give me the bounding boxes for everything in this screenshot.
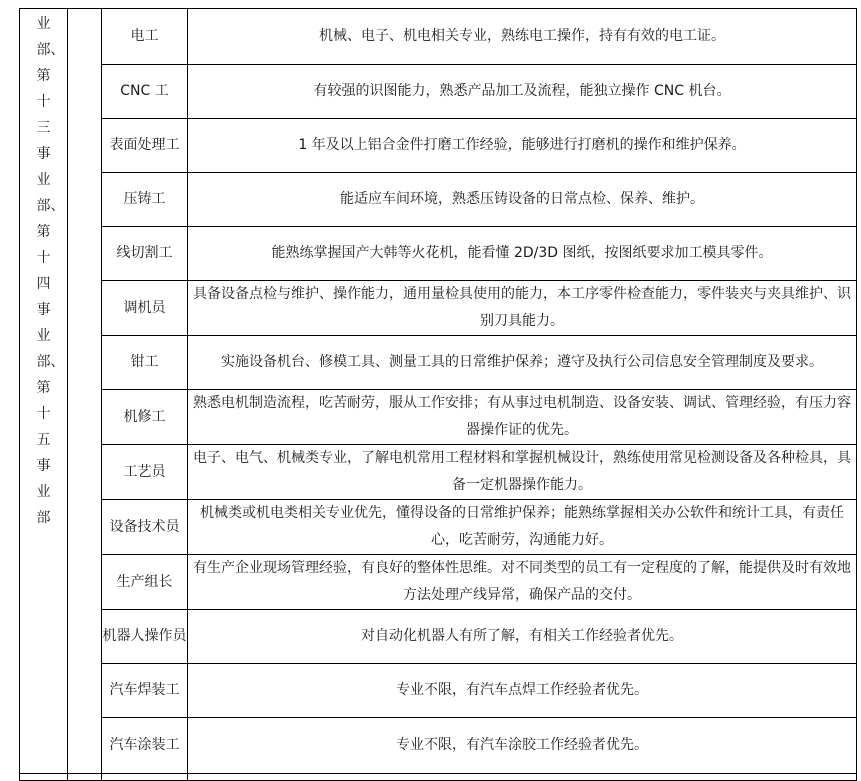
role-cell: 设备技术员 [102,500,188,555]
role-cell: 工艺员 [102,445,188,500]
requirement-cell: 熟悉电机制造流程，吃苦耐劳，服从工作安排；有从事过电机制造、设备安装、调试、管理经验，有压力容器操作证的优先。 [188,390,857,445]
role-cell: 机修工 [102,390,188,445]
table-row [20,718,857,774]
requirement-cell: 能适应车间环境，熟悉压铸设备的日常点检、保养、维护。 [188,173,857,227]
department-cell [20,9,68,774]
job-requirements-table [19,8,857,781]
table-row [20,445,857,500]
table-row [20,390,857,445]
table-row [20,173,857,227]
table-row [20,119,857,173]
table-row [20,610,857,664]
requirement-cell: 具备设备点检与维护、操作能力，通用量检具使用的能力，本工序零件检查能力，零件装夹与夹具维护、识别刀具能力。 [188,281,857,336]
role-cell: 电工 [102,9,188,65]
requirement-cell: 专业不限，有汽车点焊工作经验者优先。 [188,664,857,718]
requirement-cell: 有较强的识图能力，熟悉产品加工及流程，能独立操作 CNC 机台。 [188,65,857,119]
role-cell: 机器人操作员 [102,610,188,664]
table-row [20,9,857,65]
table-row [20,500,857,555]
requirement-cell: 机械、电子、机电相关专业，熟练电工操作，持有有效的电工证。 [188,9,857,65]
table-row [20,227,857,281]
requirement-cell: 机械类或机电类相关专业优先，懂得设备的日常维护保养；能熟练掌握相关办公软件和统计工具，有责任心，吃苦耐劳，沟通能力好。 [188,500,857,555]
table-row [20,664,857,718]
role-cell: CNC 工 [102,65,188,119]
requirement-cell: 有生产企业现场管理经验，有良好的整体性思维。对不同类型的员工有一定程度的了解，能提供及时有效地方法处理产线异常，确保产品的交付。 [188,555,857,610]
table-row [20,336,857,390]
requirement-cell: 专业不限，有汽车涂胶工作经验者优先。 [188,718,857,774]
role-cell: 钳工 [102,336,188,390]
role-cell: 汽车涂装工 [102,718,188,774]
requirement-cell: 对自动化机器人有所了解，有相关工作经验者优先。 [188,610,857,664]
role-cell: 线切割工 [102,227,188,281]
table-row [20,281,857,336]
table-row [20,555,857,610]
role-cell: 生产组长 [102,555,188,610]
requirement-cell: 电子、电气、机械类专业，了解电机常用工程材料和掌握机械设计，熟练使用常见检测设备及各种检具，具备一定机器操作能力。 [188,445,857,500]
department-label: 业部、第十三事业部、第十四事业部、第十五事业部 [36,16,65,526]
role-cell: 表面处理工 [102,119,188,173]
table-row [20,65,857,119]
role-cell: 调机员 [102,281,188,336]
requirement-cell: 1 年及以上铝合金件打磨工作经验，能够进行打磨机的操作和维护保养。 [188,119,857,173]
role-cell: 汽车焊装工 [102,664,188,718]
blank-column-cell [68,9,102,774]
requirement-cell: 实施设备机台、修模工具、测量工具的日常维护保养；遵守及执行公司信息安全管理制度及要求。 [188,336,857,390]
requirement-cell: 能熟练掌握国产大韩等火花机，能看懂 2D/3D 图纸，按图纸要求加工模具零件。 [188,227,857,281]
role-cell: 压铸工 [102,173,188,227]
